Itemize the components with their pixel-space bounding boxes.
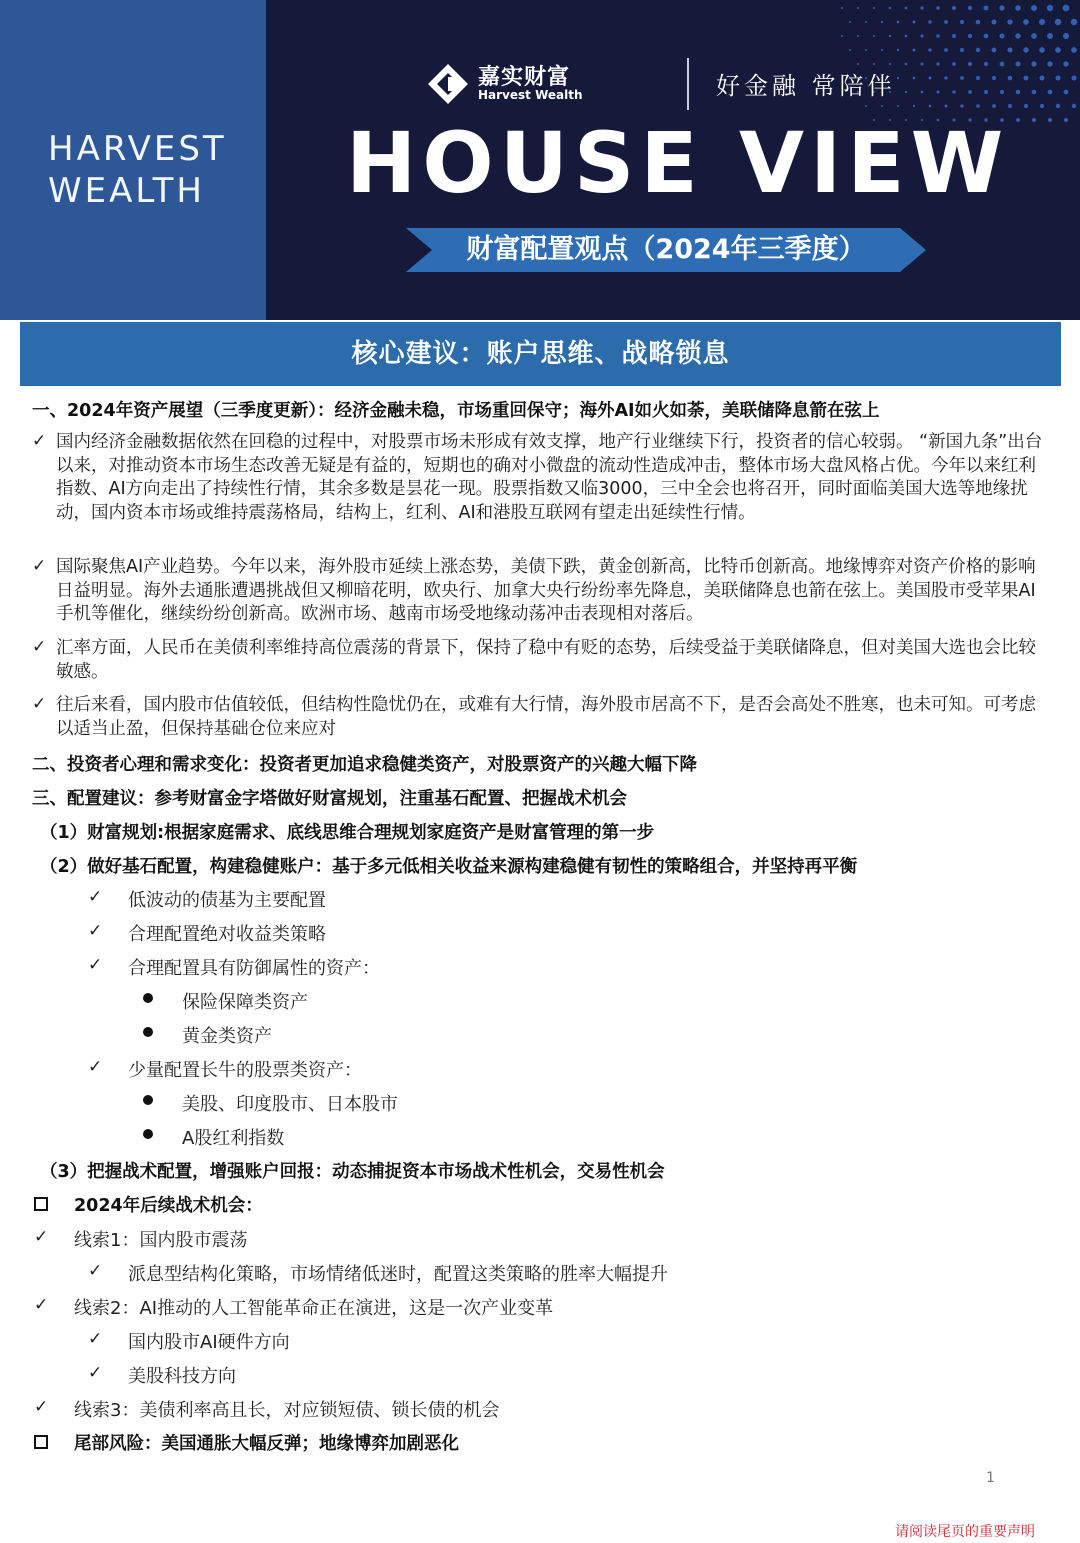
decoration-dot [1055,75,1060,80]
decoration-dot [1071,75,1076,80]
decoration-dot [1000,90,1004,94]
decoration-dot [992,104,996,108]
list-item: 派息型结构化策略，市场情绪低迷时，配置这类策略的胜率大幅提升 [128,1264,668,1285]
decoration-dot [984,34,989,39]
check-icon: ✓ [88,1261,103,1281]
decoration-dot [984,6,989,11]
core-recommendation-title: 核心建议：账户思维、战略锁息 [351,339,730,369]
list-item: 保险保障类资产 [182,992,308,1013]
list-item: A股红利指数 [182,1128,285,1149]
decoration-dot [1055,19,1061,25]
check-icon: ✓ [34,1397,49,1417]
decoration-dot [913,77,916,80]
decoration-dot [936,34,940,38]
decoration-dot [1064,90,1069,95]
decoration-dot [1031,61,1036,66]
check-icon: ✓ [88,1329,103,1349]
core-recommendation-bar [20,322,1061,386]
decoration-dot [881,21,883,23]
decoration-dot [1039,19,1045,25]
decoration-dot [1007,19,1012,24]
decoration-dot [873,63,875,65]
decoration-dot [897,21,900,24]
decoration-dot [952,62,956,66]
decoration-dot [928,48,931,51]
logo-chinese-name: 嘉实财富 [478,65,571,90]
square-bullet-icon [34,1435,48,1449]
left-brand-text [48,128,227,212]
decoration-dot [905,7,908,10]
decoration-dot [936,62,939,65]
decoration-dot [881,105,883,107]
left-brand-line2: WEALTH [48,171,205,211]
decoration-dot [1015,5,1021,11]
decoration-dot [992,76,996,80]
check-icon: ✓ [32,556,47,576]
company-logo [426,60,596,106]
left-brand-line1: HARVEST [48,129,227,169]
header-divider [687,58,689,110]
decoration-dot [1040,76,1045,81]
decoration-dot [873,7,875,9]
decoration-dot [921,91,924,94]
decoration-dot [881,49,883,51]
decoration-dot [921,63,924,66]
decoration-dot [897,105,899,107]
decoration-dot [1063,5,1070,12]
check-icon: ✓ [32,431,47,451]
decoration-dot [1047,61,1052,66]
decoration-dot [873,35,875,37]
check-icon: ✓ [32,637,47,657]
square-bullet-icon [34,1197,48,1211]
decoration-dot [944,20,948,24]
section-1-paragraph: 国内经济金融数据依然在回稳的过程中，对股票市场未形成有效支撑，地产行业继续下行，投资者的信心较弱。 “新国九条”出台以来，对推动资本市场生态改善无疑是有益的，短期也的确对小微盘的流动性造成冲击，整体市场大盘风格占优。今年以来红利指数、AI方向走出了持续性行情，其余多数是昙花一现。股票指数又临3000，三中全会也将召开，同时面临美国大选等地缘扰动，国内资本市场或维持震荡格局，结构上，红利、AI和港股互联网有望走出延续性行情。 [56,432,1043,523]
decoration-dot [1055,47,1061,53]
bullet-icon [143,1095,153,1105]
section-3-2-heading: （2）做好基石配置，构建稳健账户：基于多元低相关收益来源构建稳健有韧性的策略组合，并坚持再平衡 [40,857,858,877]
decoration-dot [1063,61,1068,66]
disclaimer-link[interactable]: 请阅读尾页的重要声明 [895,1524,1035,1540]
decoration-dot [1063,33,1069,39]
decoration-dot [849,21,851,23]
decoration-dot [1024,104,1028,108]
slogan: 好金融 常陪伴 [716,72,896,100]
decoration-dot [1024,76,1029,81]
check-icon: ✓ [88,921,103,941]
decoration-dot [1072,104,1076,108]
decoration-dot [897,77,899,79]
decoration-dot [1048,90,1053,95]
decoration-dot [905,91,907,93]
decoration-dot [984,62,988,66]
decoration-dot [857,63,859,65]
header-banner [0,0,1080,320]
decoration-dot [1008,104,1012,108]
decoration-dot [968,6,972,10]
decoration-dot [992,20,997,25]
decoration-dot [1000,62,1005,67]
decoration-dot [968,62,972,66]
decoration-dot [841,7,843,9]
decoration-dot [1056,104,1060,108]
decoration-dot [889,7,891,9]
decoration-dot [1007,47,1012,52]
decoration-dot [1032,118,1036,122]
decoration-dot [920,6,923,9]
list-item: 线索3：美债利率高且长，对应锁短债、锁长债的机会 [74,1400,500,1421]
check-icon: ✓ [34,1227,49,1247]
subtitle: 财富配置观点（2024年三季度） [466,234,866,265]
section-2-heading: 二、投资者心理和需求变化：投资者更加追求稳健类资产，对股票资产的兴趣大幅下降 [32,755,697,775]
section-1-paragraph: 汇率方面，人民币在美债利率维持高位震荡的背景下，保持了稳中有贬的态势，后续受益于美联储降息，但对美国大选也会比较敏感。 [56,638,1036,682]
decoration-dot [968,34,972,38]
check-icon: ✓ [88,955,103,975]
left-brand-panel [0,0,266,320]
list-item: 国内股市AI硬件方向 [128,1332,290,1353]
decoration-dot [1023,19,1029,25]
right-title-panel [266,0,1080,320]
decoration-dot [897,49,899,51]
decoration-dot [1016,118,1020,122]
decoration-dot [849,49,851,51]
list-item: 线索1：国内股市震荡 [74,1230,248,1251]
check-icon: ✓ [88,1363,103,1383]
decoration-dot [960,48,964,52]
decoration-dot [1016,90,1020,94]
decoration-dot [857,7,859,9]
decoration-dot [928,20,931,23]
decoration-dot [952,90,955,93]
list-item: 合理配置具有防御属性的资产： [128,958,380,979]
check-icon: ✓ [88,1057,103,1077]
check-icon: ✓ [88,887,103,907]
bullet-icon [143,1129,153,1139]
decoration-dot [1047,5,1053,11]
decoration-dot [1031,33,1037,39]
tactical-title: 2024年后续战术机会： [74,1196,263,1216]
list-item: 合理配置绝对收益类策略 [128,924,326,945]
decoration-dot [937,91,940,94]
decoration-dot [1039,47,1045,53]
decoration-dot [976,48,980,52]
decoration-dot [999,5,1004,10]
decoration-dot [913,105,915,107]
decoration-dot [920,34,923,37]
section-1-paragraph: 往后来看，国内股市估值较低，但结构性隐忧仍在，或难有大行情，海外股市居高不下，是否会高处不胜寒，也未可知。可考虑以适当止盈，但保持基础仓位来应对 [56,695,1036,739]
list-item: 黄金类资产 [182,1026,272,1047]
decoration-dot [976,20,981,25]
decoration-dot [1031,5,1037,11]
decoration-dot [936,6,940,10]
decoration-dot [984,90,988,94]
decoration-dot [889,35,891,37]
check-icon: ✓ [32,694,47,714]
decoration-dot [944,76,947,79]
logo-english-name: Harvest Wealth [478,88,583,102]
decoration-dot [841,35,843,37]
list-item: 少量配置长牛的股票类资产： [128,1060,362,1081]
decoration-dot [976,104,980,108]
logo-diamond-icon [426,62,470,106]
list-item: 美股科技方向 [128,1366,236,1387]
section-3-3-heading: （3）把握战术配置，增强账户回报：动态捕捉资本市场战术性机会，交易性机会 [40,1162,665,1182]
decoration-dot [889,63,891,65]
page-number: 1 [986,1470,995,1486]
decoration-dot [1064,118,1068,122]
decoration-dot [905,63,908,66]
decoration-dot [1040,104,1044,108]
decoration-dot [999,33,1004,38]
decoration-dot [929,77,932,80]
decoration-dot [960,76,964,80]
decoration-dot [952,6,956,10]
subtitle-ribbon [406,224,926,276]
decoration-dot [960,20,964,24]
decoration-dot [1008,76,1013,81]
list-item: 美股、印度股市、日本股市 [182,1094,398,1115]
decoration-dot [1047,33,1053,39]
tail-risk: 尾部风险：美国通胀大幅反弹；地缘博弈加剧恶化 [74,1434,459,1454]
decoration-dot [929,105,932,108]
decoration-dot [1023,47,1028,52]
decoration-dot [905,35,908,38]
main-title: HOUSE VIEW [346,114,1010,212]
decoration-dot [944,48,948,52]
decoration-dot [865,21,867,23]
decoration-dot [945,105,948,108]
section-1-paragraph: 国际聚焦AI产业趋势。今年以来，海外股市延续上涨态势，美债下跌，黄金创新高，比特币创新高。地缘博弈对资产价格的影响日益明显。海外去通胀遭遇挑战但又柳暗花明，欧央行、加拿大央行纷纷率先降息，美联储降息也箭在弦上。美国股市受苹果AI手机等催化，继续纷纷创新高。欧洲市场、越南市场受地缘动荡冲击表现相对落后。 [56,557,1036,624]
list-item: 低波动的债基为主要配置 [128,890,326,911]
decoration-dot [857,35,859,37]
decoration-dot [1016,62,1021,67]
decoration-dot [968,90,972,94]
decoration-dot [952,34,956,38]
decoration-dot [1032,90,1037,95]
decoration-dot [913,49,916,52]
decoration-dot [913,21,916,24]
section-1-heading: 一、2024年资产展望（三季度更新）：经济金融未稳，市场重回保守；海外AI如火如荼，美联储降息箭在弦上 [32,401,880,421]
section-3-1-heading: （1）财富规划:根据家庭需求、底线思维合理规划家庭资产是财富管理的第一步 [40,823,655,843]
section-3-heading: 三、配置建议：参考财富金字塔做好财富规划，注重基石配置、把握战术机会 [32,789,627,809]
decoration-dot [1048,118,1052,122]
list-item: 线索2：AI推动的人工智能革命正在演进，这是一次产业变革 [74,1298,554,1319]
bullet-icon [143,1027,153,1037]
decoration-dot [1071,47,1077,53]
check-icon: ✓ [34,1295,49,1315]
decoration-dot [865,105,867,107]
bullet-icon [143,993,153,1003]
decoration-dot [865,49,867,51]
decoration-dot [1071,19,1077,25]
decoration-dot [976,76,980,80]
decoration-dot [960,104,963,107]
decoration-dot [1015,33,1020,38]
decoration-dot [992,48,997,53]
